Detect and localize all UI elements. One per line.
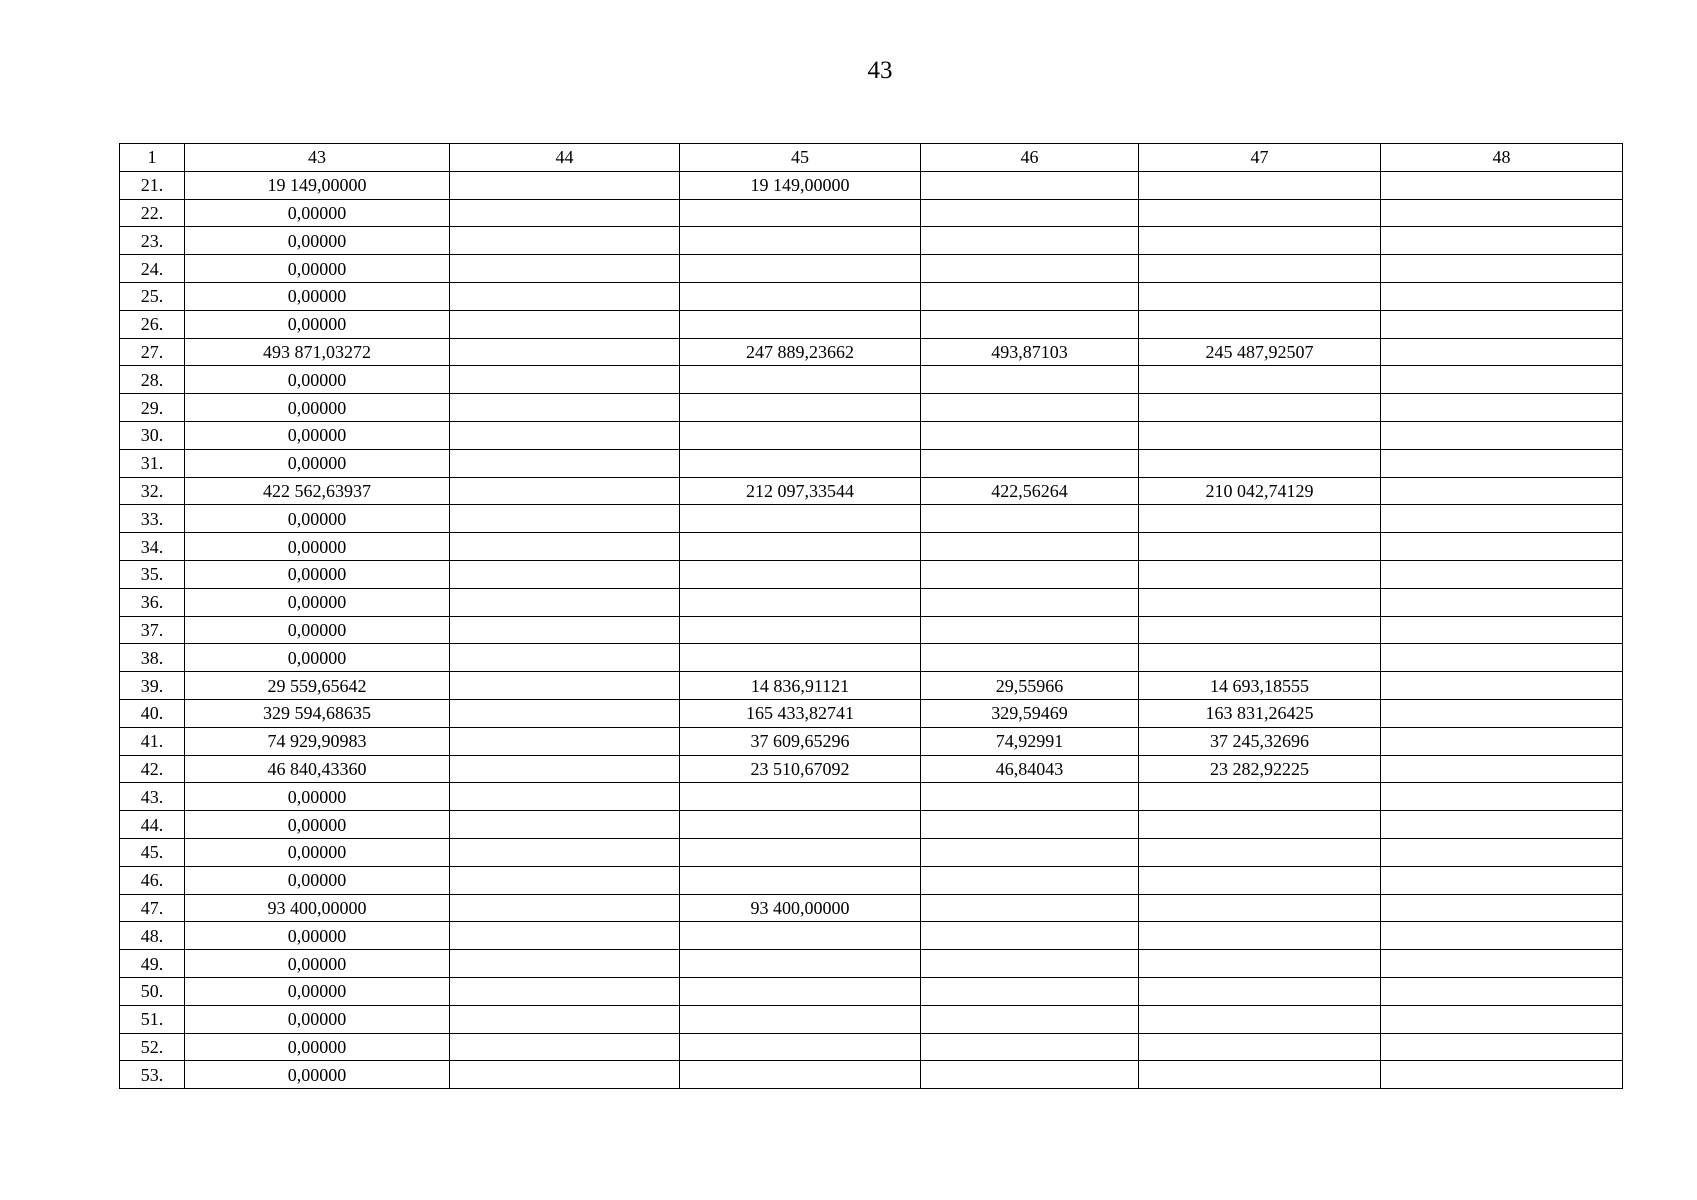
col-45-cell — [680, 838, 921, 866]
row-number-cell: 50. — [120, 977, 185, 1005]
col-47-cell: 23 282,92225 — [1139, 755, 1381, 783]
col-43-cell: 0,00000 — [185, 366, 450, 394]
col-46-cell — [921, 894, 1139, 922]
col-43-cell: 329 594,68635 — [185, 699, 450, 727]
col-46-cell — [921, 394, 1139, 422]
table-row — [120, 505, 1623, 533]
col-48-cell — [1381, 950, 1623, 978]
col-43-cell: 0,00000 — [185, 533, 450, 561]
column-header: 44 — [450, 144, 680, 172]
col-44-cell — [450, 255, 680, 283]
col-45-cell — [680, 533, 921, 561]
col-48-cell — [1381, 282, 1623, 310]
row-number-cell: 48. — [120, 922, 185, 950]
col-47-cell: 210 042,74129 — [1139, 477, 1381, 505]
col-47-cell — [1139, 866, 1381, 894]
table-row — [120, 588, 1623, 616]
col-48-cell — [1381, 560, 1623, 588]
col-47-cell — [1139, 366, 1381, 394]
col-47-cell — [1139, 449, 1381, 477]
col-43-cell: 0,00000 — [185, 866, 450, 894]
col-44-cell — [450, 394, 680, 422]
row-number-cell: 47. — [120, 894, 185, 922]
row-number-cell: 21. — [120, 171, 185, 199]
row-number-cell: 26. — [120, 310, 185, 338]
col-44-cell — [450, 755, 680, 783]
col-44-cell — [450, 699, 680, 727]
column-header: 46 — [921, 144, 1139, 172]
col-45-cell: 93 400,00000 — [680, 894, 921, 922]
col-47-cell — [1139, 644, 1381, 672]
col-46-cell — [921, 811, 1139, 839]
col-46-cell — [921, 560, 1139, 588]
table-row — [120, 644, 1623, 672]
col-43-cell: 19 149,00000 — [185, 171, 450, 199]
col-44-cell — [450, 505, 680, 533]
col-48-cell — [1381, 227, 1623, 255]
col-48-cell — [1381, 838, 1623, 866]
col-45-cell: 165 433,82741 — [680, 699, 921, 727]
col-48-cell — [1381, 922, 1623, 950]
col-48-cell — [1381, 505, 1623, 533]
table-row — [120, 560, 1623, 588]
col-43-cell: 0,00000 — [185, 421, 450, 449]
table-row — [120, 811, 1623, 839]
col-46-cell: 493,87103 — [921, 338, 1139, 366]
column-header: 48 — [1381, 144, 1623, 172]
column-header: 1 — [120, 144, 185, 172]
col-44-cell — [450, 894, 680, 922]
table-row — [120, 1033, 1623, 1061]
col-44-cell — [450, 1005, 680, 1033]
col-43-cell: 0,00000 — [185, 560, 450, 588]
col-45-cell — [680, 199, 921, 227]
col-44-cell — [450, 282, 680, 310]
col-45-cell — [680, 1061, 921, 1089]
col-45-cell — [680, 783, 921, 811]
col-48-cell — [1381, 811, 1623, 839]
col-43-cell: 0,00000 — [185, 1005, 450, 1033]
table-row — [120, 171, 1623, 199]
col-44-cell — [450, 227, 680, 255]
col-46-cell: 422,56264 — [921, 477, 1139, 505]
col-48-cell — [1381, 616, 1623, 644]
col-48-cell — [1381, 644, 1623, 672]
table-row — [120, 922, 1623, 950]
col-46-cell — [921, 533, 1139, 561]
table-row — [120, 449, 1623, 477]
col-44-cell — [450, 588, 680, 616]
col-44-cell — [450, 922, 680, 950]
col-46-cell — [921, 171, 1139, 199]
col-48-cell — [1381, 421, 1623, 449]
col-45-cell — [680, 310, 921, 338]
row-number-cell: 33. — [120, 505, 185, 533]
col-47-cell — [1139, 922, 1381, 950]
table-row — [120, 727, 1623, 755]
col-48-cell — [1381, 699, 1623, 727]
row-number-cell: 44. — [120, 811, 185, 839]
col-43-cell: 0,00000 — [185, 977, 450, 1005]
col-45-cell: 247 889,23662 — [680, 338, 921, 366]
col-45-cell: 14 836,91121 — [680, 672, 921, 700]
col-46-cell — [921, 950, 1139, 978]
row-number-cell: 27. — [120, 338, 185, 366]
col-46-cell — [921, 366, 1139, 394]
col-44-cell — [450, 811, 680, 839]
row-number-cell: 31. — [120, 449, 185, 477]
col-48-cell — [1381, 338, 1623, 366]
col-47-cell: 37 245,32696 — [1139, 727, 1381, 755]
col-45-cell: 19 149,00000 — [680, 171, 921, 199]
row-number-cell: 24. — [120, 255, 185, 283]
col-43-cell: 0,00000 — [185, 811, 450, 839]
column-header: 45 — [680, 144, 921, 172]
row-number-cell: 32. — [120, 477, 185, 505]
col-46-cell — [921, 227, 1139, 255]
col-48-cell — [1381, 866, 1623, 894]
col-46-cell — [921, 644, 1139, 672]
col-43-cell: 0,00000 — [185, 394, 450, 422]
col-46-cell — [921, 282, 1139, 310]
col-43-cell: 0,00000 — [185, 282, 450, 310]
row-number-cell: 36. — [120, 588, 185, 616]
col-48-cell — [1381, 255, 1623, 283]
col-45-cell — [680, 644, 921, 672]
row-number-cell: 52. — [120, 1033, 185, 1061]
col-47-cell — [1139, 950, 1381, 978]
col-48-cell — [1381, 672, 1623, 700]
col-43-cell: 0,00000 — [185, 449, 450, 477]
col-43-cell: 0,00000 — [185, 1061, 450, 1089]
table-row — [120, 477, 1623, 505]
col-43-cell: 0,00000 — [185, 255, 450, 283]
row-number-cell: 34. — [120, 533, 185, 561]
table-row — [120, 672, 1623, 700]
table-row — [120, 255, 1623, 283]
col-46-cell: 329,59469 — [921, 699, 1139, 727]
col-47-cell: 245 487,92507 — [1139, 338, 1381, 366]
col-48-cell — [1381, 171, 1623, 199]
col-45-cell — [680, 616, 921, 644]
table-row — [120, 338, 1623, 366]
col-47-cell — [1139, 505, 1381, 533]
col-43-cell: 93 400,00000 — [185, 894, 450, 922]
table-row — [120, 421, 1623, 449]
col-48-cell — [1381, 894, 1623, 922]
table-body — [120, 144, 1623, 1089]
col-47-cell — [1139, 394, 1381, 422]
row-number-cell: 22. — [120, 199, 185, 227]
col-47-cell — [1139, 1005, 1381, 1033]
col-45-cell — [680, 922, 921, 950]
table-row — [120, 533, 1623, 561]
col-46-cell — [921, 1033, 1139, 1061]
page-number: 43 — [867, 57, 893, 84]
col-43-cell: 0,00000 — [185, 616, 450, 644]
col-47-cell: 14 693,18555 — [1139, 672, 1381, 700]
col-44-cell — [450, 1061, 680, 1089]
col-45-cell — [680, 366, 921, 394]
col-46-cell — [921, 838, 1139, 866]
table-row — [120, 866, 1623, 894]
col-44-cell — [450, 199, 680, 227]
row-number-cell: 40. — [120, 699, 185, 727]
table-row — [120, 838, 1623, 866]
row-number-cell: 51. — [120, 1005, 185, 1033]
table-row — [120, 282, 1623, 310]
table-row — [120, 755, 1623, 783]
col-46-cell: 74,92991 — [921, 727, 1139, 755]
col-46-cell — [921, 866, 1139, 894]
col-44-cell — [450, 533, 680, 561]
col-47-cell — [1139, 894, 1381, 922]
col-45-cell — [680, 505, 921, 533]
col-47-cell — [1139, 227, 1381, 255]
row-number-cell: 23. — [120, 227, 185, 255]
col-44-cell — [450, 560, 680, 588]
col-43-cell: 46 840,43360 — [185, 755, 450, 783]
row-number-cell: 30. — [120, 421, 185, 449]
row-number-cell: 29. — [120, 394, 185, 422]
col-44-cell — [450, 838, 680, 866]
col-43-cell: 493 871,03272 — [185, 338, 450, 366]
col-45-cell — [680, 977, 921, 1005]
col-46-cell — [921, 588, 1139, 616]
col-45-cell — [680, 866, 921, 894]
col-43-cell: 0,00000 — [185, 783, 450, 811]
col-48-cell — [1381, 533, 1623, 561]
col-45-cell — [680, 811, 921, 839]
table-header-row — [120, 144, 1623, 172]
col-44-cell — [450, 477, 680, 505]
col-45-cell — [680, 1005, 921, 1033]
column-header: 47 — [1139, 144, 1381, 172]
col-44-cell — [450, 783, 680, 811]
col-47-cell: 163 831,26425 — [1139, 699, 1381, 727]
col-44-cell — [450, 449, 680, 477]
col-44-cell — [450, 616, 680, 644]
table-row — [120, 977, 1623, 1005]
col-46-cell — [921, 421, 1139, 449]
col-46-cell — [921, 199, 1139, 227]
table-row — [120, 394, 1623, 422]
col-46-cell — [921, 505, 1139, 533]
col-48-cell — [1381, 310, 1623, 338]
col-45-cell — [680, 227, 921, 255]
col-44-cell — [450, 866, 680, 894]
col-48-cell — [1381, 449, 1623, 477]
row-number-cell: 39. — [120, 672, 185, 700]
row-number-cell: 42. — [120, 755, 185, 783]
col-46-cell — [921, 1005, 1139, 1033]
col-46-cell — [921, 449, 1139, 477]
col-45-cell — [680, 394, 921, 422]
col-46-cell: 46,84043 — [921, 755, 1139, 783]
col-43-cell: 29 559,65642 — [185, 672, 450, 700]
col-43-cell: 0,00000 — [185, 505, 450, 533]
col-47-cell — [1139, 255, 1381, 283]
col-48-cell — [1381, 477, 1623, 505]
col-48-cell — [1381, 977, 1623, 1005]
col-46-cell — [921, 255, 1139, 283]
table-row — [120, 616, 1623, 644]
col-47-cell — [1139, 199, 1381, 227]
col-44-cell — [450, 950, 680, 978]
col-45-cell — [680, 255, 921, 283]
col-44-cell — [450, 977, 680, 1005]
col-45-cell: 37 609,65296 — [680, 727, 921, 755]
col-47-cell — [1139, 1033, 1381, 1061]
col-46-cell — [921, 783, 1139, 811]
col-45-cell — [680, 560, 921, 588]
row-number-cell: 41. — [120, 727, 185, 755]
col-47-cell — [1139, 1061, 1381, 1089]
table-row — [120, 1005, 1623, 1033]
col-43-cell: 422 562,63937 — [185, 477, 450, 505]
col-46-cell — [921, 977, 1139, 1005]
row-number-cell: 37. — [120, 616, 185, 644]
table-row — [120, 227, 1623, 255]
col-48-cell — [1381, 1061, 1623, 1089]
row-number-cell: 53. — [120, 1061, 185, 1089]
col-48-cell — [1381, 783, 1623, 811]
col-44-cell — [450, 310, 680, 338]
col-43-cell: 0,00000 — [185, 588, 450, 616]
col-43-cell: 0,00000 — [185, 227, 450, 255]
col-47-cell — [1139, 282, 1381, 310]
col-45-cell — [680, 588, 921, 616]
table-row — [120, 894, 1623, 922]
row-number-cell: 35. — [120, 560, 185, 588]
col-46-cell — [921, 616, 1139, 644]
row-number-cell: 43. — [120, 783, 185, 811]
col-43-cell: 0,00000 — [185, 922, 450, 950]
col-48-cell — [1381, 366, 1623, 394]
col-44-cell — [450, 644, 680, 672]
col-43-cell: 0,00000 — [185, 838, 450, 866]
row-number-cell: 46. — [120, 866, 185, 894]
col-44-cell — [450, 366, 680, 394]
col-44-cell — [450, 672, 680, 700]
col-48-cell — [1381, 755, 1623, 783]
col-48-cell — [1381, 1033, 1623, 1061]
table-row — [120, 310, 1623, 338]
col-47-cell — [1139, 421, 1381, 449]
table-row — [120, 1061, 1623, 1089]
col-47-cell — [1139, 560, 1381, 588]
table-row — [120, 783, 1623, 811]
col-47-cell — [1139, 310, 1381, 338]
col-44-cell — [450, 421, 680, 449]
col-47-cell — [1139, 838, 1381, 866]
col-43-cell: 74 929,90983 — [185, 727, 450, 755]
table-row — [120, 950, 1623, 978]
col-46-cell — [921, 922, 1139, 950]
col-43-cell: 0,00000 — [185, 950, 450, 978]
data-table — [119, 143, 1623, 1089]
row-number-cell: 28. — [120, 366, 185, 394]
table-row — [120, 699, 1623, 727]
row-number-cell: 49. — [120, 950, 185, 978]
row-number-cell: 45. — [120, 838, 185, 866]
col-44-cell — [450, 727, 680, 755]
col-47-cell — [1139, 588, 1381, 616]
col-44-cell — [450, 338, 680, 366]
row-number-cell: 25. — [120, 282, 185, 310]
col-48-cell — [1381, 394, 1623, 422]
col-46-cell — [921, 310, 1139, 338]
col-47-cell — [1139, 783, 1381, 811]
col-46-cell: 29,55966 — [921, 672, 1139, 700]
col-45-cell — [680, 282, 921, 310]
col-47-cell — [1139, 616, 1381, 644]
column-header: 43 — [185, 144, 450, 172]
col-47-cell — [1139, 811, 1381, 839]
col-45-cell — [680, 950, 921, 978]
col-47-cell — [1139, 171, 1381, 199]
col-48-cell — [1381, 1005, 1623, 1033]
row-number-cell: 38. — [120, 644, 185, 672]
col-44-cell — [450, 171, 680, 199]
col-45-cell: 212 097,33544 — [680, 477, 921, 505]
table-row — [120, 199, 1623, 227]
col-47-cell — [1139, 977, 1381, 1005]
table-row — [120, 366, 1623, 394]
col-45-cell — [680, 449, 921, 477]
col-43-cell: 0,00000 — [185, 310, 450, 338]
col-46-cell — [921, 1061, 1139, 1089]
col-44-cell — [450, 1033, 680, 1061]
col-43-cell: 0,00000 — [185, 199, 450, 227]
col-45-cell: 23 510,67092 — [680, 755, 921, 783]
col-48-cell — [1381, 588, 1623, 616]
col-48-cell — [1381, 727, 1623, 755]
col-45-cell — [680, 421, 921, 449]
col-45-cell — [680, 1033, 921, 1061]
col-47-cell — [1139, 533, 1381, 561]
col-43-cell: 0,00000 — [185, 1033, 450, 1061]
col-48-cell — [1381, 199, 1623, 227]
col-43-cell: 0,00000 — [185, 644, 450, 672]
